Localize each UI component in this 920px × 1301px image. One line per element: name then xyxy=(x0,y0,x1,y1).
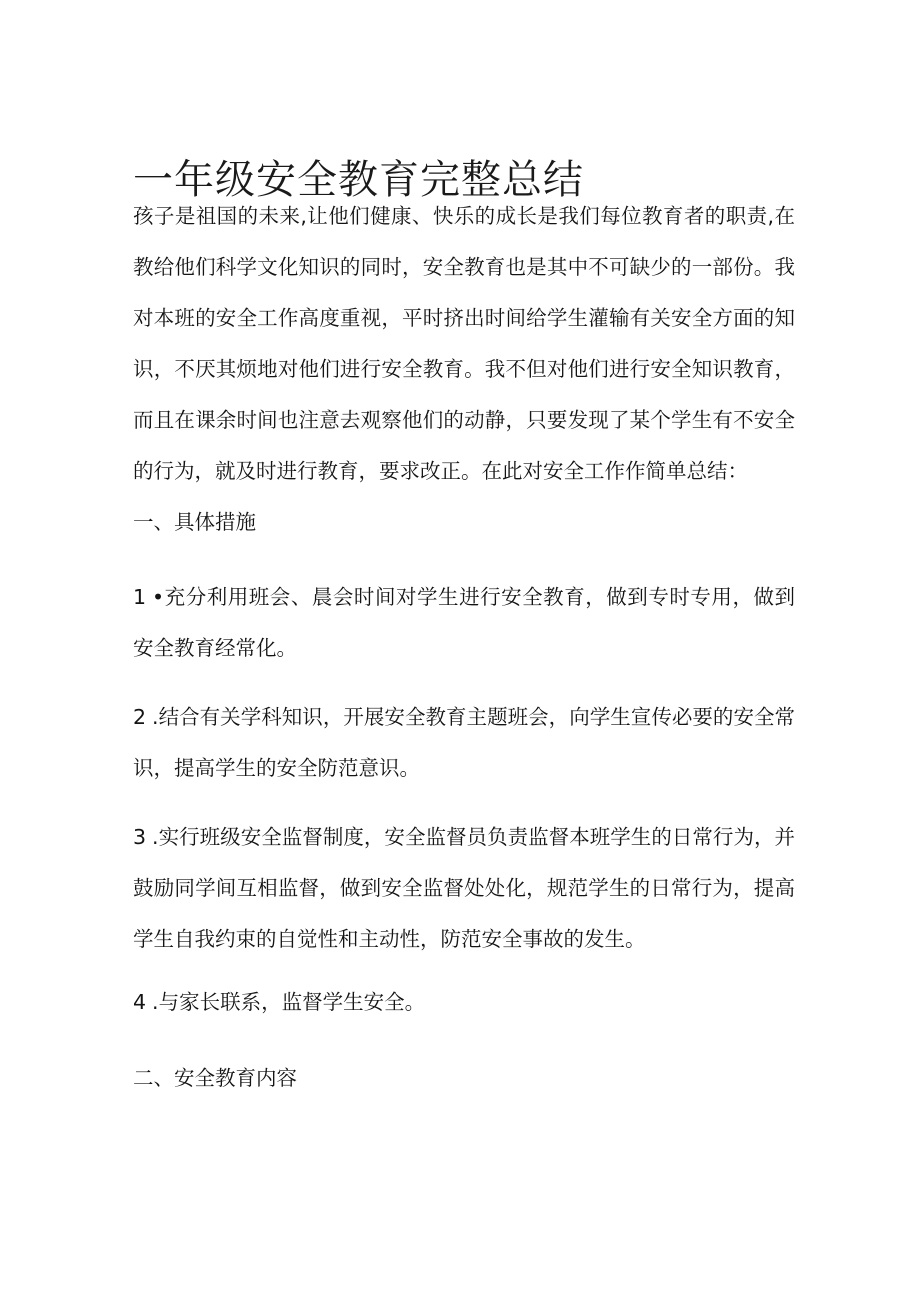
list-item xyxy=(133,977,795,1028)
page-title: 一年级安全教育完整总结 xyxy=(133,156,584,203)
item-text: •充分利用班会、晨会时间对学生进行安全教育，做到专时专用，做到安全教育经常化。 xyxy=(133,585,795,660)
item-number: 2 xyxy=(133,705,147,729)
item-text: .实行班级安全监督制度，安全监督员负责监督本班学生的日常行为，并鼓励同学间互相监督，做到安全监督处处化，规范学生的日常行为，提高学生自我约束的自觉性和主动性，防范安全事故的发生。 xyxy=(133,825,795,951)
section-heading-measures: 一、具体措施 xyxy=(133,510,256,534)
item-number: 1 xyxy=(133,585,147,609)
section-heading-content: 二、安全教育内容 xyxy=(133,1066,297,1090)
intro-paragraph: 孩子是祖国的未来,让他们健康、快乐的成长是我们每位教育者的职责,在教给他们科学文化知识的同时，安全教育也是其中不可缺少的一部份。我对本班的安全工作高度重视，平时挤出时间给学生灌输有关安全方面的知识，不厌其烦地对他们进行安全教育。我不但对他们进行安全知识教育，而且在课余时间也注意去观察他们的动静，只要发现了某个学生有不安全的行为，就及时进行教育，要求改正。在此对安全工作作简单总结： xyxy=(133,204,795,483)
list-item xyxy=(133,572,795,674)
list-item xyxy=(133,812,795,965)
item-text: .结合有关学科知识，开展安全教育主题班会，向学生宣传必要的安全常识，提高学生的安全防范意识。 xyxy=(133,705,795,780)
item-number: 3 xyxy=(133,825,147,849)
item-text: .与家长联系，监督学生安全。 xyxy=(152,990,426,1014)
list-item xyxy=(133,692,795,794)
item-number: 4 xyxy=(133,990,147,1014)
